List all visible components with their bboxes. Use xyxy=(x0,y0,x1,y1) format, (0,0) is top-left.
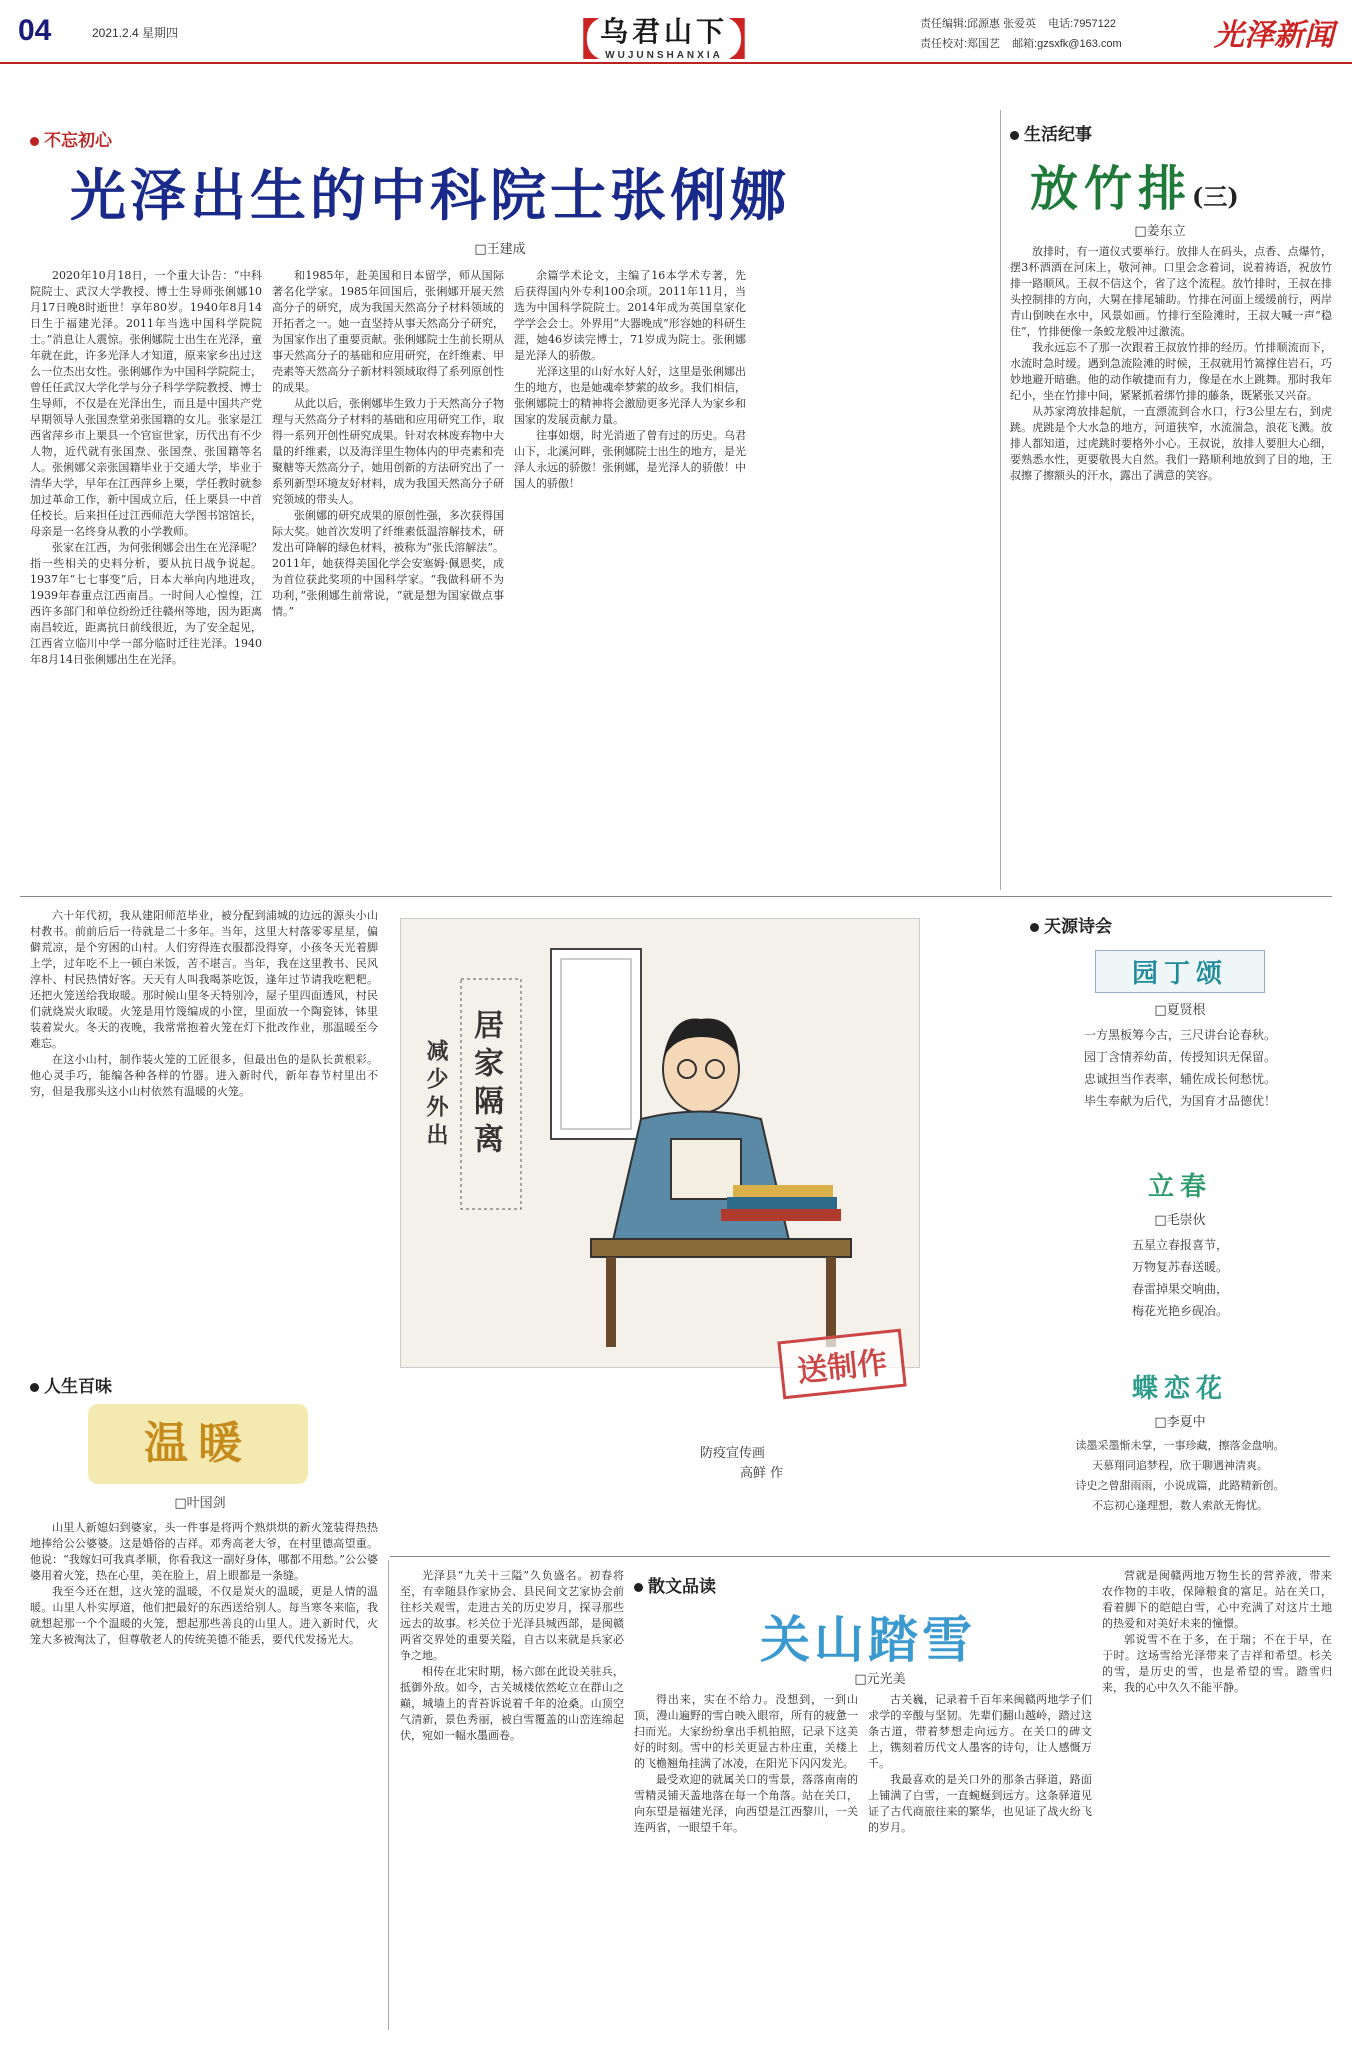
editor: 责任编辑:邱源惠 张爱英 xyxy=(920,18,1037,30)
section-divider xyxy=(20,896,1332,897)
bracket-left-icon: 【 xyxy=(556,15,600,66)
poem-line: 五星立春报喜节， xyxy=(1131,1238,1228,1252)
poem-3 xyxy=(1030,1368,1330,1516)
poem-2-author: □毛崇伙 xyxy=(1154,1213,1206,1228)
article4-byline: □叶国剑 xyxy=(174,1496,226,1511)
article5-para: 得出来，实在不给力。没想到，一到山顶，漫山遍野的雪白映入眼帘，所有的疲惫一扫而光。大家纷纷拿出手机拍照，记录下这美好的时刻。雪中的杉关更显古朴庄重，关楼上的飞檐翘角挂满了冰凌，在阳光下闪闪发光。 xyxy=(634,1693,858,1770)
poems-kicker-text: 天源诗会 xyxy=(1044,917,1112,937)
illustration-inscription2: 减少外出 xyxy=(423,1039,449,1151)
newspaper-logo: 光泽新闻 xyxy=(1214,18,1334,53)
poem-line: 忠诚担当作表率，辅佐成长何愁忧。 xyxy=(1083,1072,1276,1086)
section-title: 乌君山下 xyxy=(599,15,728,48)
article1-col1 xyxy=(30,268,262,878)
illustration-caption xyxy=(700,1444,783,1484)
article5-col2 xyxy=(868,1692,1092,2030)
article2-title-text: 放竹排 xyxy=(1030,161,1193,217)
article1-para: 余篇学术论文，主编了16本学术专著，先后获得国内外专利100余项。2011年11月，当选为中国科学院院士。2014年成为英国皇家化学学会会士。外界用“大器晚成”形容她的科研生涯，她46岁读完博士，71岁成为院士。张俐娜是光泽人的骄傲。 xyxy=(514,269,746,362)
poems-kicker xyxy=(1030,912,1112,937)
bullet-icon xyxy=(1030,923,1039,932)
poem-2-title: 立春 xyxy=(1147,1172,1212,1202)
article2-para: 从苏家湾放排起航，一直漂流到合水口，行3公里左右，到虎跳。虎跳是个大水急的地方，河道狭窄，水流湍急，浪花飞溅。放排人都知道，过虎跳时要格外小心。王叔说，放排人要胆大心细，要熟悉水性，更要敬畏大自然。我们一路顺利地放到了目的地，王叔擦了擦额头的汗水，露出了满意的笑容。 xyxy=(1010,405,1332,482)
poem-3-author: □李夏中 xyxy=(1154,1415,1206,1430)
poem-2 xyxy=(1030,1166,1330,1322)
illustration-inscription: 居家隔离 xyxy=(468,1009,503,1161)
poem-line: 园丁含情养幼苗，传授知识无保留。 xyxy=(1083,1050,1276,1064)
article5-byline: □元光美 xyxy=(854,1672,906,1687)
article2-para: 放排时，有一道仪式要举行。放排人在码头，点香、点爆竹，摆3杯酒酒在河床上，敬河神。口里会念着词，说着祷语，祝放竹排一路顺风。王叔不信这个，省了这个流程。放竹排时，王叔在排头控制排的方向，大舅在排尾辅助。竹排在河面上缓缓前行，两岸青山倒映在水中，风景如画。竹排行至险滩时，王叔大喊一声“稳住”，竹排便像一条蛟龙般冲过激流。 xyxy=(1010,245,1332,338)
poem-1 xyxy=(1030,950,1330,1112)
article1-kicker-text: 不忘初心 xyxy=(44,131,112,151)
caption-line2: 高鲜 作 xyxy=(740,1466,784,1481)
poem-line: 毕生奉献为后代，为国育才品德优！ xyxy=(1083,1094,1276,1108)
article5-para: 我最喜欢的是关口外的那条古驿道，路面上铺满了白雪，一直蜿蜒到远方。这条驿道见证了古代商旅往来的繁华，也见证了战火纷飞的岁月。 xyxy=(868,1773,1092,1834)
poem-line: 春雷掉果交响曲， xyxy=(1131,1282,1228,1296)
article3-para: 六十年代初，我从建阳师范毕业，被分配到浦城的边远的源头小山村教书。前前后后一待就是二十多年。当年，这里大村落零零星星，偏僻荒凉，是个穷困的山村。人们穷得连衣服都没得穿，小孩冬天光着脚上学，过年吃不上一顿白米饭，苦不堪言。当年，我在这里教书、民风淳朴、村民热情好客。天天有人叫我喝茶吃饭，逢年过节请我吃粑粑。还把火笼送给我取暖。那时候山里冬天特别冷，屋子里四面透风，村民们就烧炭火取暖。火笼是用竹篾编成的小筐，里面放一个陶瓷钵，钵里装着炭火。冬天的夜晚，我常常抱着火笼在灯下批改作业，那温暖至今难忘。 xyxy=(30,909,378,1050)
article1-para: 往事如烟，时光消逝了曾有过的历史。乌君山下，北溪河畔，张俐娜院士出生的地方，是光泽人永远的骄傲！张俐娜，是光泽人的骄傲！中国人的骄傲！ xyxy=(514,429,746,490)
poem-line: 一方黑板筹今古，三尺讲台论春秋。 xyxy=(1083,1028,1276,1042)
article4-kicker-text: 人生百味 xyxy=(44,1377,112,1397)
poem-line: 万物复苏春送暖。 xyxy=(1131,1260,1228,1274)
article5-para: 郭说雪不在于多，在于瑞；不在于早，在于时。这场雪给光泽带来了吉祥和希望。杉关的雪，是历史的雪，也是希望的雪。踏雪归来，我的心中久久不能平静。 xyxy=(1102,1633,1332,1694)
article1-para: 2020年10月18日，一个重大讣告：“中科院院士、武汉大学教授、博士生导师张俐娜10月17日晚8时逝世！享年80岁。1940年8月14日生于福建光泽。2011年当选中国科学院院士。”消息让人震惊。张俐娜院士出生在光泽，童年就在此，许多光泽人才知道，原来家乡出过这么一位杰出女性。张俐娜作为中国科学院院士，曾任任武汉大学化学与分子科学学院教授、博士生导师，不仅是在光泽出生，而且是中国共产党早期领导人张国焘堂弟张国籍的女儿。张家是江西省萍乡市上栗县一个官宦世家，历代出有不少人物，近代就有张国焘、张国焘、张国籍等名人。张俐娜父亲张国籍毕业于交通大学，毕业于清华大学，早年在江西萍乡上栗，学任教时就参加过革命工作，新中国成立后，任上栗县一中首任校长。后来担任过江西师范大学图书馆馆长，母亲是一名终身从教的小学教师。 xyxy=(30,269,262,538)
article2-para: 我永远忘不了那一次跟着王叔放竹排的经历。竹排顺流而下，水流时急时缓。遇到急流险滩的时候，王叔就用竹篙撑住岩石，巧妙地避开暗礁。他的动作敏捷而有力，像是在水上跳舞。那时我年纪小，坐在竹排中间，紧紧抓着绑竹排的藤条，既紧张又兴奋。 xyxy=(1010,341,1332,402)
article1-para: 和1985年，赴美国和日本留学，师从国际著名化学家。1985年回国后，张俐娜开展天然高分子的研究，成为我国天然高分子材料领域的开拓者之一。她一直坚持从事天然高分子研究，为国家作出了重要贡献。张俐娜院士生前长期从事天然高分子的基础和应用研究，在纤维素、甲壳素等天然高分子新材料领域取得了系列原创性的成果。 xyxy=(272,269,504,394)
article4-para: 我至今还在想，这火笼的温暖，不仅是炭火的温暖，更是人情的温暖。山里人朴实厚道，他们把最好的东西送给别人。每当寒冬来临，我就想起那一个个温暖的火笼，想起那些善良的山里人。进入新时代，火笼大多被淘汰了，但尊敬老人的传统美德不能丢，要代代发扬光大。 xyxy=(30,1585,378,1646)
article1-para: 张家在江西，为何张俐娜会出生在光泽呢？指一些相关的史料分析，要从抗日战争说起。1937年“七七事变”后，日本大举向内地进攻，1939年春重点江西南昌。一时间人心惶惶，江西许多部门和单位纷纷迁往赣州等地，因为距离南昌较近，距离抗日前线很近，为了安全起见，江西省立临川中学一部分临时迁往光泽。1940年8月14日张俐娜出生在光泽。 xyxy=(30,541,262,666)
bullet-icon xyxy=(30,1383,39,1392)
article5-para: 营就是闽赣两地万物生长的营养液，带来农作物的丰收，保障粮食的富足。站在关口，看着脚下的皑皑白雪，心中充满了对这片土地的热爱和对美好未来的憧憬。 xyxy=(1102,1569,1332,1630)
illustration-stamp: 送制作 xyxy=(777,1329,906,1400)
poem-line: 不忘初心逢理想，数人索歆无悔忧。 xyxy=(1092,1499,1268,1512)
article2-col1 xyxy=(1010,244,1332,884)
article2-title xyxy=(1030,150,1239,219)
article5-col0 xyxy=(400,1568,624,2030)
bullet-icon xyxy=(30,137,39,146)
masthead xyxy=(0,0,1352,64)
article1-title: 光泽出生的中科院士张俐娜 xyxy=(70,163,790,229)
section-pinyin: WUJUNSHANXIA xyxy=(605,50,723,61)
article1-para: 光泽这里的山好水好人好，这里是张俐娜出生的地方，也是她魂牵梦萦的故乡。我们相信，张俐娜院士的精神将会激励更多光泽人为家乡和国家的发展贡献力量。 xyxy=(514,365,746,426)
article2-byline: □姜东立 xyxy=(1134,224,1186,239)
illustration xyxy=(400,918,920,1368)
proofreader: 责任校对:郑国艺 xyxy=(920,38,1001,50)
article5-para: 古关巍，记录着千百年来闽赣两地学子们求学的辛酸与坚韧。先辈们翻山越岭，踏过这条古道，带着梦想走向远方。在关口的碑文上，镌刻着历代文人墨客的诗句，让人感慨万千。 xyxy=(868,1693,1092,1770)
article2-kicker xyxy=(1010,120,1092,145)
bullet-icon xyxy=(634,1583,643,1592)
poem-3-lines xyxy=(1030,1436,1330,1516)
article2-kicker-text: 生活纪事 xyxy=(1024,125,1092,145)
article5-kicker-text: 散文品读 xyxy=(648,1577,716,1597)
article1-para: 张俐娜的研究成果的原创性强，多次获得国际大奖。她首次发明了纤维素低温溶解技术，研发出可降解的绿色材料，被称为“张氏溶解法”。2011年，她获得美国化学会安塞姆·佩恩奖，成为首位获此奖项的中国科学家。“我做科研不为功利，”张俐娜生前常说，“就是想为国家做点事情。” xyxy=(272,509,504,618)
phone: 电话:7957122 xyxy=(1048,18,1117,30)
article5-para: 相传在北宋时期，杨六郎在此设关驻兵，抵御外敌。如今，古关城楼依然屹立在群山之巅，城墙上的青苔诉说着千年的沧桑。山顶空气清新，景色秀丽，被白雪覆盖的山峦连绵起伏，宛如一幅水墨画卷。 xyxy=(400,1665,624,1742)
poem-1-frame xyxy=(1095,950,1265,993)
article5-para: 光泽县“九关十三隘”久负盛名。初春将至，有幸随县作家协会、县民间文艺家协会前往杉关观雪，走进古关的历史岁月，探寻那些远去的故事。杉关位于光泽县城西部，是闽赣两省交界处的重要关隘，自古以来就是兵家必争之地。 xyxy=(400,1569,624,1662)
article1-col3 xyxy=(514,268,746,878)
poem-line: 梅花光艳乡砚冶。 xyxy=(1131,1304,1228,1318)
article4-kicker xyxy=(30,1372,112,1397)
poem-line: 读墨采墨惭未掌，一事珍藏，擦落金盘响。 xyxy=(1075,1439,1285,1452)
section-divider xyxy=(390,1556,1330,1557)
bracket-right-icon: 】 xyxy=(728,15,772,66)
article2-title-suffix: (三) xyxy=(1192,182,1239,211)
caption-line1: 防疫宣传画 xyxy=(700,1446,766,1461)
credits xyxy=(920,14,1134,54)
article1-col2 xyxy=(272,268,504,878)
page-number: 04 xyxy=(18,14,52,47)
article4-col1 xyxy=(30,1520,378,2030)
article1-para: 从此以后，张俐娜毕生致力于天然高分子物理与天然高分子材料的基础和应用研究工作，取得一系列开创性研究成果。针对农林废弃物中大量的纤维素，以及海洋里生物体内的甲壳素和壳聚糖等天然高分子，她用创新的方法研究出了一系列新型环境友好材料，成为我国天然高分子研究领域的带头人。 xyxy=(272,397,504,506)
section-header xyxy=(556,8,772,66)
article1-byline: □王建成 xyxy=(474,242,526,257)
article5-title: 关山踏雪 xyxy=(760,1610,976,1669)
email: 邮箱:gzsxfk@163.com xyxy=(1012,38,1122,50)
article4-para: 山里人新媳妇到婆家，头一件事是将两个熟烘烘的新火笼装得热热地捧给公公婆婆。这是婚俗的吉祥。邓秀高老大爷，在村里德高望重。他说：“我嫁妇可我真孝顺，你看我这一副好身体，哪都不用愁。”公公婆婆用着火笼，热在心里，美在脸上，眉上眼都是一条缝。 xyxy=(30,1521,378,1582)
poem-line: 天慕翔同追梦程，欣于聊遇神清爽。 xyxy=(1092,1459,1268,1472)
poem-1-lines xyxy=(1030,1024,1330,1112)
article3-col1 xyxy=(30,908,378,1368)
poem-1-author: □夏贤根 xyxy=(1154,1003,1206,1018)
article5-col1 xyxy=(634,1692,858,2030)
column-divider xyxy=(1000,110,1001,890)
column-divider xyxy=(388,1560,389,2030)
article5-col3 xyxy=(1102,1568,1332,2030)
poem-1-title: 园丁颂 xyxy=(1131,959,1228,989)
article4-title: 温暖 xyxy=(88,1404,308,1484)
poem-3-title: 蝶恋花 xyxy=(1131,1374,1228,1404)
poem-line: 诗史之曾甜雨雨，小说成篇，此路精新创。 xyxy=(1075,1479,1285,1492)
article3-para: 在这小山村，制作装火笼的工匠很多，但最出色的是队长黄根彩。他心灵手巧，能编各种各样的竹器。进入新时代，新年春节村里出不穷，但是我那头这小山村依然有温暖的火笼。 xyxy=(30,1053,378,1098)
article5-para: 最受欢迎的就属关口的雪景，落落南南的雪精灵铺天盖地落在每一个角落。站在关口，向东望是福建光泽，向西望是江西黎川，一关连两省，一眼望千年。 xyxy=(634,1773,858,1834)
poem-2-lines xyxy=(1030,1234,1330,1322)
article5-kicker xyxy=(634,1572,716,1597)
issue-date: 2021.2.4 星期四 xyxy=(92,26,179,40)
article1-kicker xyxy=(30,126,112,151)
bullet-icon xyxy=(1010,131,1019,140)
